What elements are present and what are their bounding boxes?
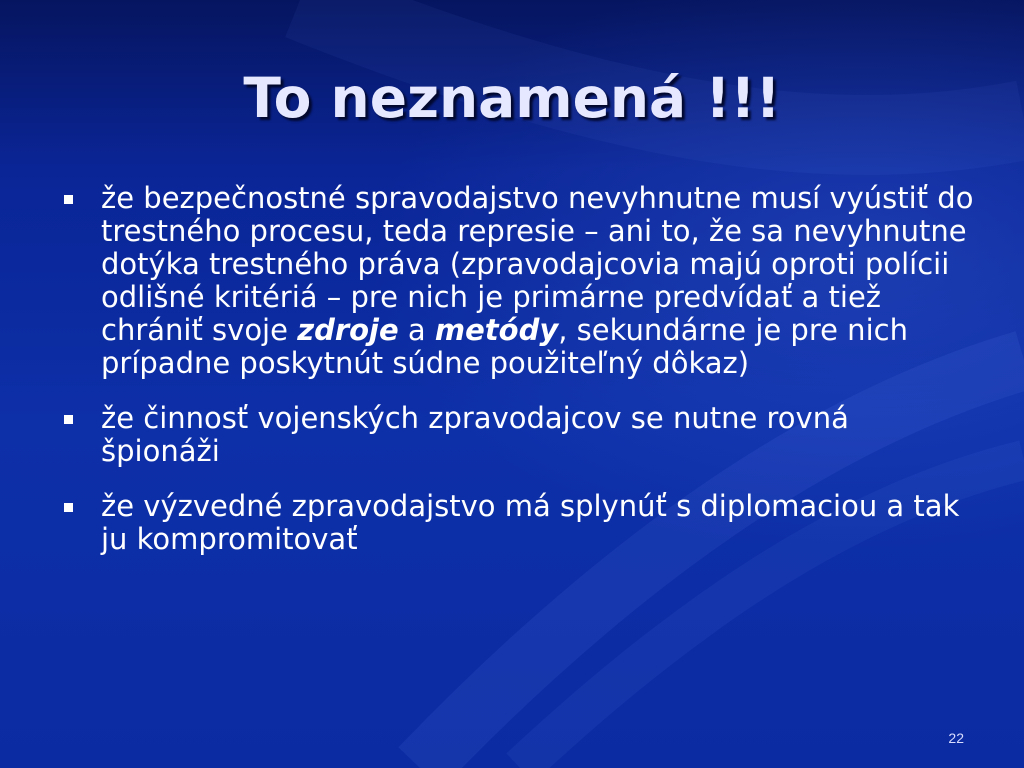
bullet-3-text: že výzvedné zpravodajstvo má splynúť s diplomaciou a tak ju kompromitovať (101, 489, 960, 556)
bullet-1-emphasis-metody: metódy (434, 313, 559, 347)
slide-number: 22 (948, 730, 964, 746)
bullet-1-text-end: , sekundárne je pre nich prípadne poskytnút súdne použiteľný dôkaz) (101, 313, 908, 380)
bullet-item-3 (56, 490, 976, 556)
bullet-1-text: že bezpečnostné spravodajstvo nevyhnutne musí vyústiť do trestného procesu, teda represie – ani to, že sa nevyhnutne dotýka trestného práva (zpravodajcovia majú oproti polícii odlišné kritériá – pre nich je primárne predvídať a tiež chrániť svoje (101, 181, 974, 347)
slide-title: To neznamená !!! (243, 66, 781, 130)
bullet-item-2 (56, 402, 976, 468)
bullet-1-conjunction: a (398, 313, 435, 347)
bullet-item-1 (56, 182, 976, 380)
square-bullet-icon (64, 195, 73, 204)
bullet-list (56, 182, 976, 556)
bullet-2-text: že činnosť vojenských zpravodajcov se nutne rovná špionáži (101, 401, 849, 468)
square-bullet-icon (64, 415, 73, 424)
square-bullet-icon (64, 503, 73, 512)
bullet-1-emphasis-zdroje: zdroje (297, 313, 399, 347)
